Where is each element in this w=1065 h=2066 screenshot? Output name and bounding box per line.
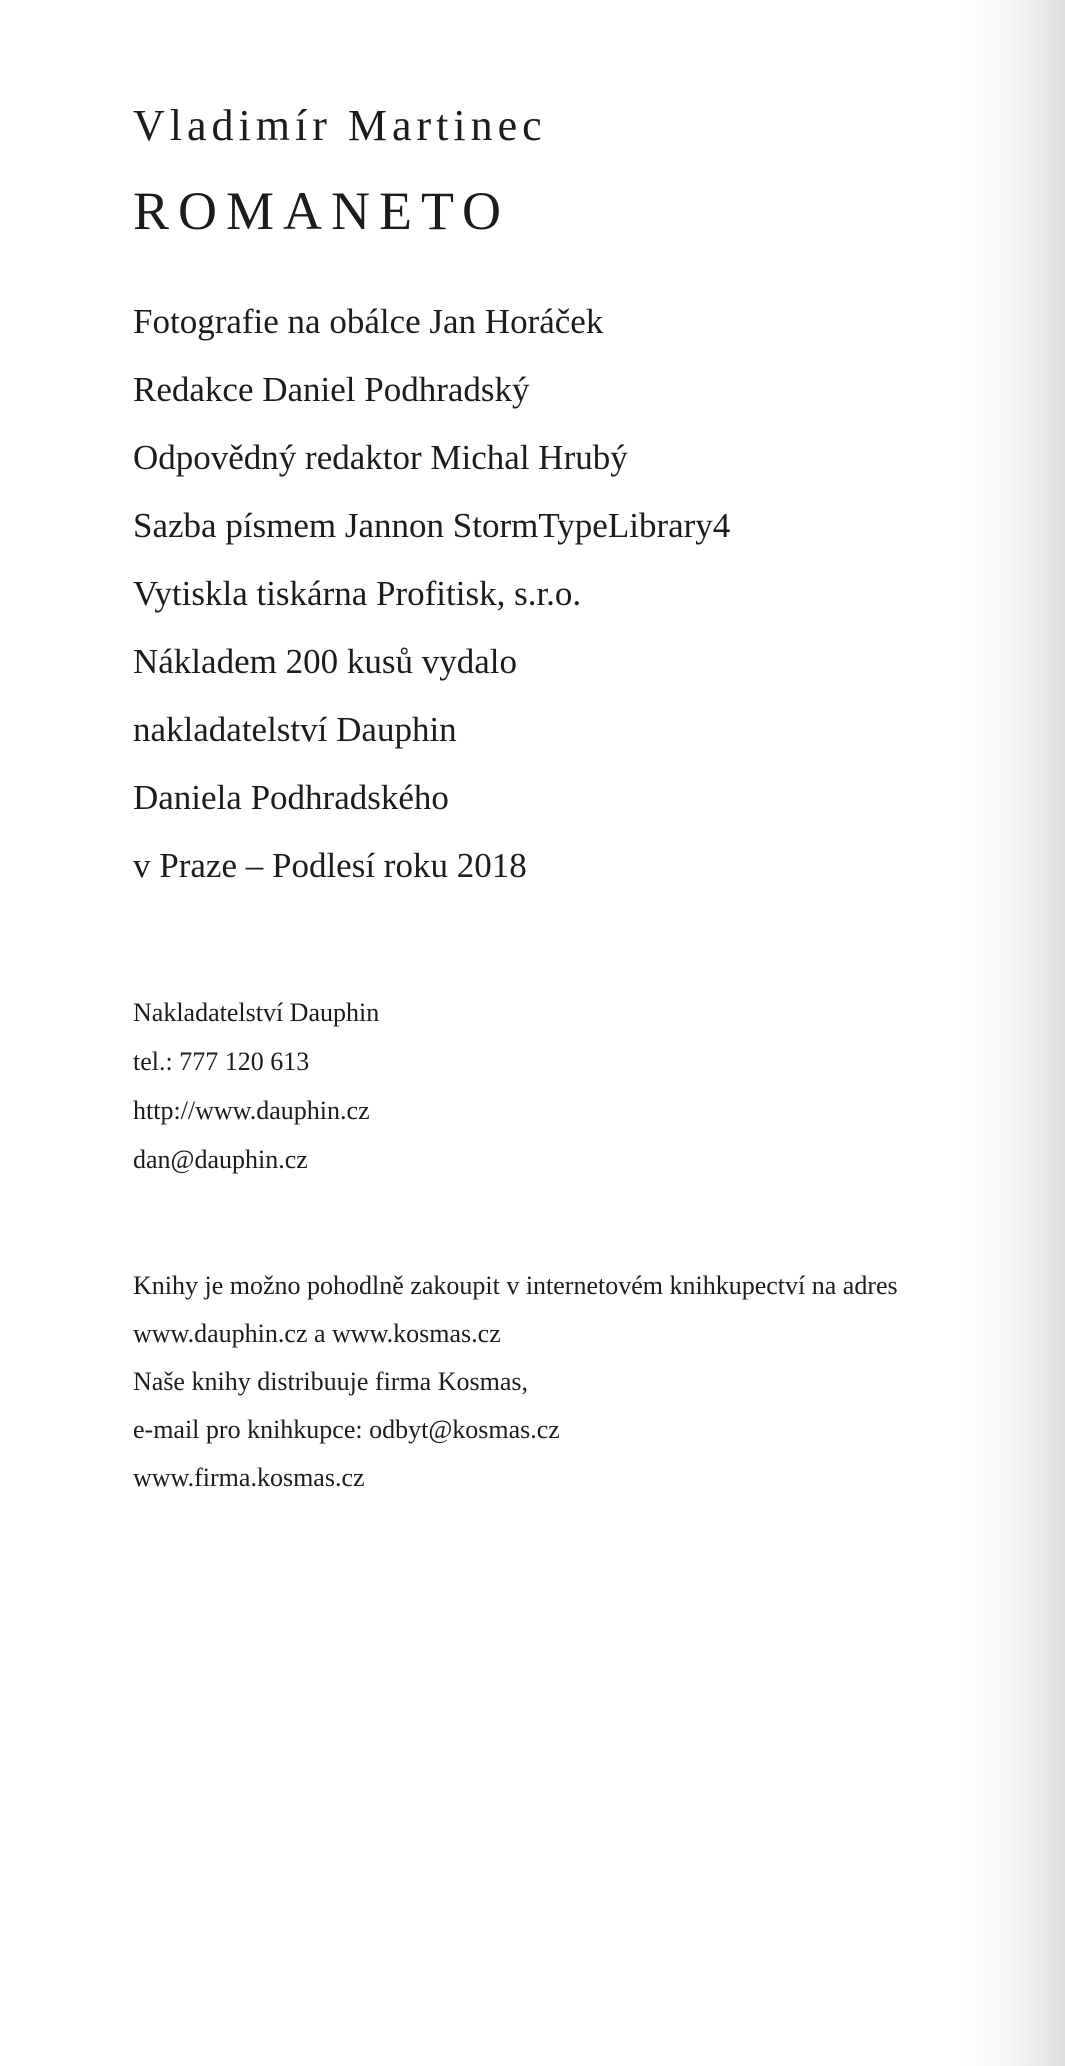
colophon-line: Nákladem 200 kusů vydalo [133, 642, 517, 681]
distribution-line: Naše knihy distribuuje firma Kosmas, [133, 1367, 528, 1396]
author-name: Vladimír Martinec [133, 101, 547, 150]
colophon-line: v Praze – Podlesí roku 2018 [133, 846, 527, 885]
colophon-line: Vytiskla tiskárna Profitisk, s.r.o. [133, 574, 582, 613]
distribution-info [133, 1262, 1065, 1502]
publisher-name: Nakladatelství Dauphin [133, 998, 380, 1027]
publisher-contact [133, 988, 379, 1184]
distribution-line: e-mail pro knihkupce: odbyt@kosmas.cz [133, 1415, 560, 1444]
distribution-line: www.firma.kosmas.cz [133, 1463, 365, 1492]
distribution-line: www.dauphin.cz a www.kosmas.cz [133, 1319, 501, 1348]
colophon-line: Daniela Podhradského [133, 778, 449, 817]
publisher-email: dan@dauphin.cz [133, 1145, 308, 1174]
distribution-line: Knihy je možno pohodlně zakoupit v internetovém knihkupectví na adres [133, 1271, 898, 1300]
colophon-line: Odpovědný redaktor Michal Hrubý [133, 438, 628, 477]
book-title: ROMANETO [133, 181, 511, 241]
colophon-line: Fotografie na obálce Jan Horáček [133, 302, 604, 341]
colophon-line: Redakce Daniel Podhradský [133, 370, 530, 409]
colophon-line: nakladatelství Dauphin [133, 710, 457, 749]
colophon-line: Sazba písmem Jannon StormTypeLibrary4 [133, 506, 731, 545]
colophon-block [133, 288, 730, 900]
publisher-website: http://www.dauphin.cz [133, 1096, 370, 1125]
publisher-phone: tel.: 777 120 613 [133, 1047, 310, 1076]
